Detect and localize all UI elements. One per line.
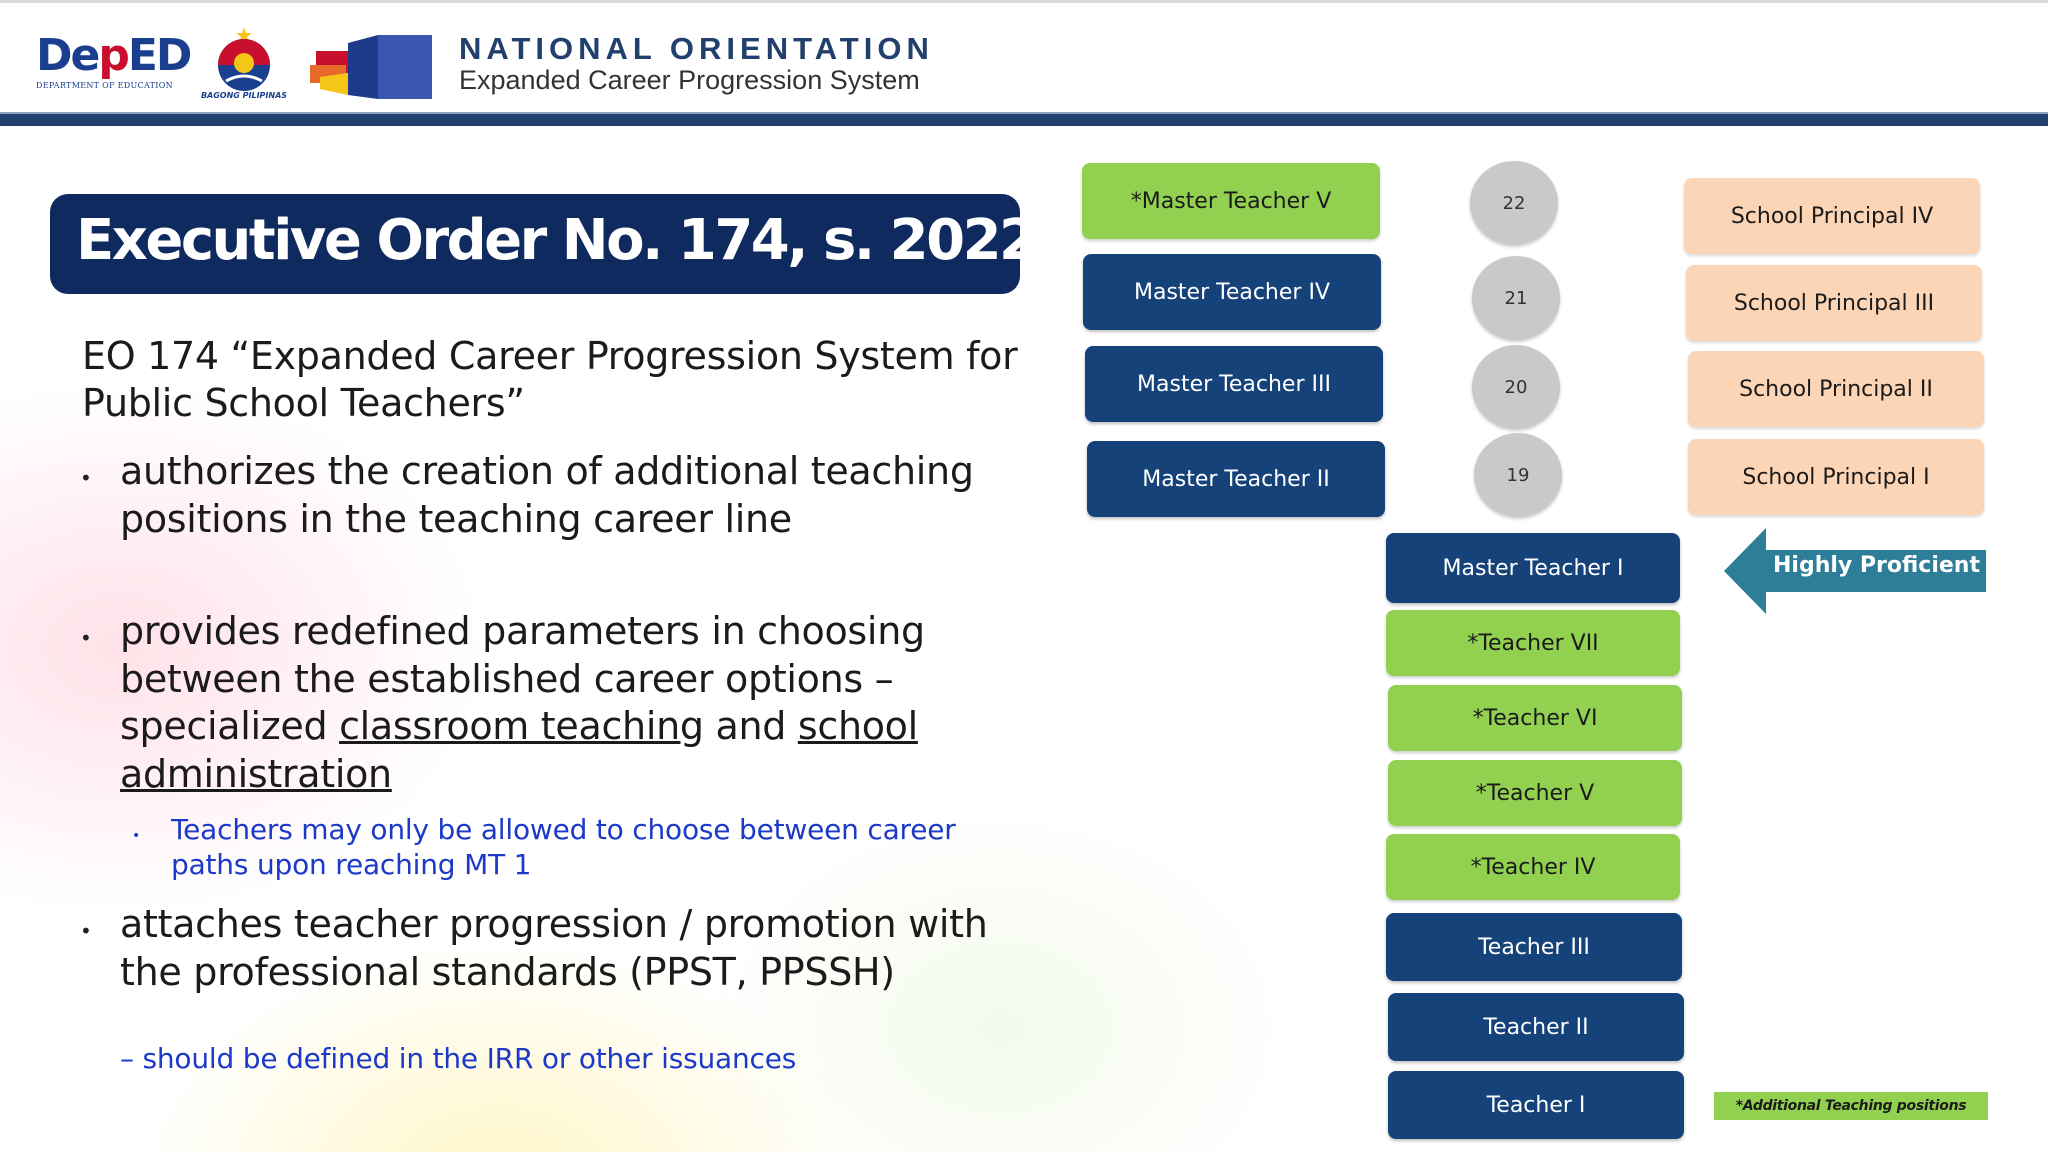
bullet-2-text-start: provides redefined parameters in choosing between the established career options – specialized	[120, 609, 925, 748]
ecps-book-icon	[308, 29, 436, 105]
bullet-text-3: attaches teacher progression / promotion with the professional standards (PPST, PPSSH)	[120, 902, 988, 994]
irr-note: – should be defined in the IRR or other issuances	[120, 1042, 797, 1075]
header-subtitle: Expanded Career Progression System	[459, 65, 920, 95]
highly-proficient-label: Highly Proficient	[1773, 553, 1980, 578]
master-teacher-4-box	[1083, 254, 1381, 330]
teacher-7-label: *Teacher VII	[1467, 630, 1599, 656]
master-teacher-3-box	[1085, 346, 1383, 422]
bullet-2-text-mid: and	[703, 704, 798, 748]
bullet-text-2	[120, 608, 1040, 798]
teacher-3-box	[1386, 913, 1682, 981]
master-teacher-4-label: Master Teacher IV	[1134, 279, 1330, 305]
school-principal-3-box	[1686, 265, 1982, 341]
master-teacher-1-label: Master Teacher I	[1442, 555, 1624, 581]
additional-positions-legend: *Additional Teaching positions	[1714, 1092, 1988, 1120]
teacher-5-label: *Teacher V	[1475, 780, 1595, 806]
salary-grade-20	[1472, 345, 1560, 429]
sub-bullet-dot: •	[132, 828, 141, 844]
header-bar	[0, 0, 2048, 114]
master-teacher-1-box	[1386, 533, 1680, 603]
school-principal-4-label: School Principal IV	[1730, 203, 1934, 229]
header-title: NATIONAL ORIENTATION	[459, 31, 934, 66]
bullet-dot-2: •	[80, 626, 92, 650]
bullet-dot-3: •	[80, 919, 92, 943]
teacher-6-box	[1388, 685, 1682, 751]
salary-grade-22-label: 22	[1502, 192, 1526, 214]
teacher-1-box	[1388, 1071, 1684, 1139]
bagong-pilipinas-emblem-icon	[196, 21, 292, 91]
salary-grade-21-label: 21	[1504, 287, 1528, 309]
executive-order-title: Executive Order No. 174, s. 2022	[76, 208, 1036, 273]
school-principal-4-box	[1684, 178, 1980, 254]
school-principal-2-box	[1688, 351, 1984, 427]
master-teacher-5-label: *Master Teacher V	[1130, 188, 1332, 214]
salary-grade-19	[1474, 433, 1562, 517]
teacher-2-box	[1388, 993, 1684, 1061]
school-principal-3-label: School Principal III	[1733, 290, 1935, 316]
salary-grade-20-label: 20	[1504, 376, 1528, 398]
master-teacher-2-box	[1087, 441, 1385, 517]
salary-grade-21	[1472, 256, 1560, 340]
classroom-teaching-link: classroom teaching	[339, 704, 704, 748]
school-principal-1-box	[1688, 439, 1984, 515]
deped-logo-text-b: p	[98, 30, 128, 81]
master-teacher-2-label: Master Teacher II	[1142, 466, 1330, 492]
salary-grade-22	[1470, 161, 1558, 245]
school-principal-2-label: School Principal II	[1739, 376, 1933, 402]
executive-order-banner	[50, 194, 1036, 294]
master-teacher-5-box	[1082, 163, 1380, 239]
bagong-pilipinas-logo	[196, 21, 292, 105]
deped-logo-subtitle: DEPARTMENT OF EDUCATION	[36, 81, 173, 90]
salary-grade-19-label: 19	[1506, 464, 1530, 486]
deped-logo	[36, 30, 191, 103]
bagong-pilipinas-label: BAGONG PILIPINAS	[200, 91, 288, 100]
deped-logo-text-c: ED	[127, 30, 191, 81]
teacher-4-box	[1386, 834, 1680, 900]
teacher-3-label: Teacher III	[1478, 934, 1590, 960]
teacher-1-label: Teacher I	[1486, 1092, 1586, 1118]
school-administration-link: school administration	[120, 704, 918, 796]
bullet-text-1: authorizes the creation of additional teaching positions in the teaching career line	[120, 449, 974, 541]
bullet-dot-1: •	[80, 466, 92, 490]
teacher-4-label: *Teacher IV	[1470, 854, 1596, 880]
teacher-2-label: Teacher II	[1483, 1014, 1589, 1040]
eo-intro-text: EO 174 “Expanded Career Progression System for Public School Teachers”	[82, 334, 1018, 425]
teacher-5-box	[1388, 760, 1682, 826]
teacher-6-label: *Teacher VI	[1472, 705, 1598, 731]
deped-logo-text-a: De	[36, 30, 99, 81]
header-divider	[0, 114, 2048, 126]
master-teacher-3-label: Master Teacher III	[1137, 371, 1331, 397]
school-principal-1-label: School Principal I	[1742, 464, 1930, 490]
ecps-logo	[308, 29, 436, 105]
teacher-7-box	[1386, 610, 1680, 676]
sub-bullet-text: Teachers may only be allowed to choose between career paths upon reaching MT 1	[171, 813, 956, 881]
